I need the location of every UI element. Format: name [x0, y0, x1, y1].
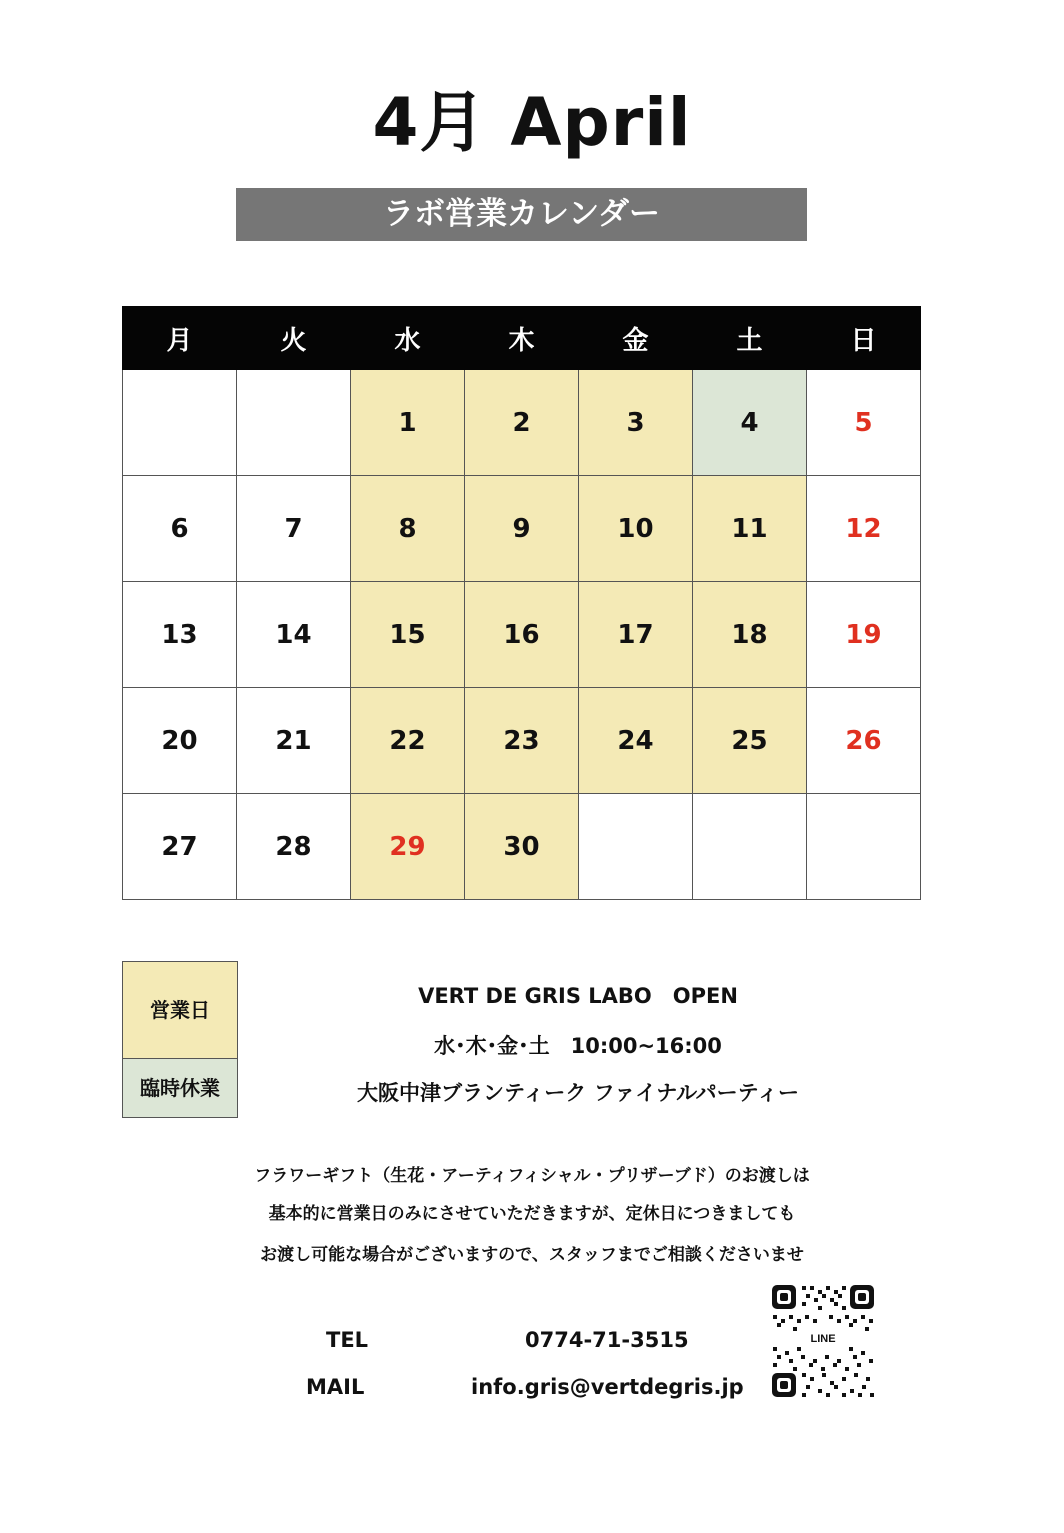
calendar-day-cell: [807, 794, 921, 900]
calendar-week-row: [123, 688, 921, 794]
mail-label: MAIL: [306, 1375, 365, 1399]
calendar-day-cell: 9: [465, 476, 579, 582]
legend-open-day: 営業日: [123, 962, 237, 1059]
calendar-day-cell: 26: [807, 688, 921, 794]
calendar-day-cell: 11: [693, 476, 807, 582]
tel-value[interactable]: 0774-71-3515: [525, 1328, 689, 1352]
calendar-day-cell: 7: [237, 476, 351, 582]
calendar-day-cell: 13: [123, 582, 237, 688]
calendar-day-cell: 19: [807, 582, 921, 688]
calendar-day-cell: 15: [351, 582, 465, 688]
labo-open-heading: VERT DE GRIS LABO OPEN: [418, 984, 738, 1008]
calendar-day-cell: 24: [579, 688, 693, 794]
calendar-day-cell: 3: [579, 370, 693, 476]
calendar-day-cell: 4: [693, 370, 807, 476]
gift-note-line: フラワーギフト（生花・アーティフィシャル・プリザーブド）のお渡しは: [254, 1166, 810, 1186]
calendar-day-cell: 5: [807, 370, 921, 476]
calendar-day-cell: 1: [351, 370, 465, 476]
weekday-wed: 水: [351, 307, 465, 370]
calendar-day-cell: 12: [807, 476, 921, 582]
qr-line-label: LINE: [807, 1331, 839, 1347]
calendar-day-cell: 21: [237, 688, 351, 794]
page-title: 4月 April: [372, 84, 692, 161]
calendar-day-cell: 28: [237, 794, 351, 900]
tel-label: TEL: [326, 1328, 369, 1352]
event-notice: 大阪中津ブランティーク ファイナルパーティー: [356, 1081, 799, 1105]
calendar-subtitle: ラボ営業カレンダー: [236, 188, 807, 241]
calendar-day-cell: 10: [579, 476, 693, 582]
calendar-day-cell: 20: [123, 688, 237, 794]
opening-hours: 水･木･金･土 10:00~16:00: [434, 1034, 722, 1058]
calendar-table: [122, 306, 921, 900]
calendar-day-cell: 18: [693, 582, 807, 688]
calendar-week-row: [123, 794, 921, 900]
mail-value[interactable]: info.gris@vertdegris.jp: [471, 1375, 744, 1399]
calendar-day-cell: [693, 794, 807, 900]
calendar-week-row: [123, 370, 921, 476]
legend-temporary-closure: 臨時休業: [123, 1059, 237, 1117]
weekday-tue: 火: [237, 307, 351, 370]
weekday-fri: 金: [579, 307, 693, 370]
weekday-mon: 月: [123, 307, 237, 370]
weekday-sun: 日: [807, 307, 921, 370]
calendar-day-cell: 22: [351, 688, 465, 794]
calendar-week-row: [123, 476, 921, 582]
line-qr-code[interactable]: [770, 1283, 876, 1399]
calendar-week-row: [123, 582, 921, 688]
calendar-day-cell: 2: [465, 370, 579, 476]
calendar-day-cell: 6: [123, 476, 237, 582]
calendar-day-cell: 25: [693, 688, 807, 794]
weekday-sat: 土: [693, 307, 807, 370]
gift-note-line: 基本的に営業日のみにさせていただきますが、定休日につきましても: [268, 1204, 796, 1224]
calendar-day-cell: 27: [123, 794, 237, 900]
calendar-day-cell: 8: [351, 476, 465, 582]
calendar-day-cell: 29: [351, 794, 465, 900]
calendar-day-cell: 17: [579, 582, 693, 688]
gift-note-line: お渡し可能な場合がございますので、スタッフまでご相談くださいませ: [260, 1245, 804, 1265]
calendar-day-cell: [237, 370, 351, 476]
weekday-thu: 木: [465, 307, 579, 370]
calendar-day-cell: [579, 794, 693, 900]
calendar-day-cell: 14: [237, 582, 351, 688]
calendar-legend: [122, 961, 238, 1118]
calendar-day-cell: 23: [465, 688, 579, 794]
calendar-day-cell: 16: [465, 582, 579, 688]
calendar-day-cell: [123, 370, 237, 476]
weekday-header-row: [123, 307, 921, 370]
calendar-day-cell: 30: [465, 794, 579, 900]
